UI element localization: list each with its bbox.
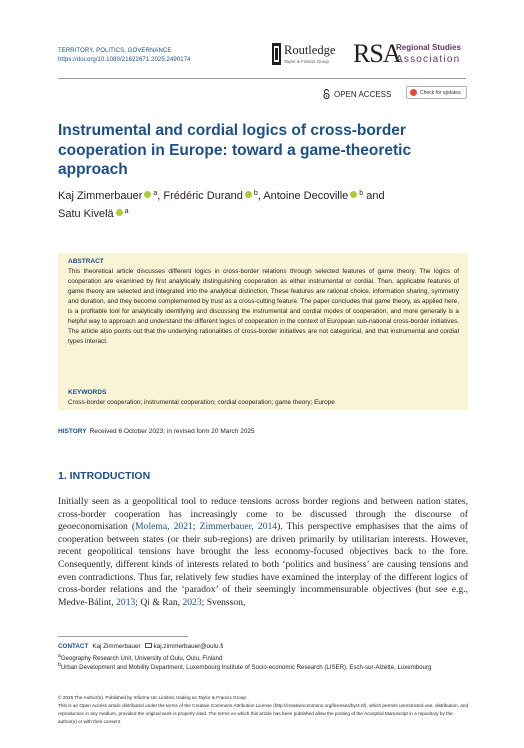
mail-icon <box>145 643 152 648</box>
contact-email[interactable]: kaj.zimmerbauer@oulu.fi <box>153 643 224 650</box>
license-text: This is an Open Access article distributed under the terms of the Creative Commons Attribution License (http://creativecommons.org/licenses/by/4.0/), which permits unrestricted use, distribution, and reproduction in any medium, provided the original work is properly cited. The terms on which this article has been published allow the posting of the Accepted Manuscript in a repository by the author(s) or with their consent. <box>58 703 469 724</box>
citation-link[interactable]: 2013 <box>116 596 136 608</box>
author-affiliation-mark: a <box>153 190 158 197</box>
keywords-text: Cross-border cooperation; instrumental cooperation; cordial cooperation; game theory; Europe <box>68 399 335 406</box>
history-label: HISTORY <box>58 428 87 435</box>
abstract-box <box>58 253 468 410</box>
routledge-logo <box>272 42 342 68</box>
author-affiliation-mark: a <box>124 208 129 215</box>
author-list <box>58 186 468 222</box>
citation-link[interactable]: Molema, 2021 <box>135 521 193 533</box>
abstract-heading: ABSTRACT <box>68 258 104 265</box>
author-name[interactable]: Satu Kivelä <box>58 208 114 220</box>
open-access-badge <box>323 89 391 99</box>
orcid-icon[interactable] <box>144 191 151 198</box>
author-separator: , <box>157 190 164 202</box>
open-lock-icon <box>323 89 330 99</box>
check-for-updates-button[interactable] <box>406 86 467 99</box>
check-updates-label: Check for updates <box>420 89 461 96</box>
orcid-icon[interactable] <box>116 209 123 216</box>
history-text: Received 6 October 2023; in revised form 20 March 2025 <box>89 428 255 435</box>
citation-link[interactable]: 2023 <box>182 596 202 608</box>
publisher-subtitle: Taylor & Francis Group <box>284 59 329 64</box>
body-text-run: ; Svensson, <box>201 596 246 608</box>
author-affiliation-mark: b <box>359 190 364 197</box>
journal-name: TERRITORY, POLITICS, GOVERNANCE <box>58 48 172 54</box>
section-heading: 1. INTRODUCTION <box>58 470 151 482</box>
author-name[interactable]: Antoine Decoville <box>263 190 349 202</box>
copyright-text: © 2025 The Author(s). Published by Informa UK Limited, trading as Taylor & Francis Group <box>58 695 247 700</box>
rsa-abbr: RSA <box>353 39 401 68</box>
contact-label: CONTACT <box>58 643 89 650</box>
abstract-text: This theoretical article discusses different logics in cross-border relations through selected features of game theory. The logics of cooperation are examined by first analytically distinguishing cooperation as either instrumental or cordial. Then, applicable features of game theory are selected and integrated into the analytical distinction. These features are rational choice, information sharing, symmetry and duration, and they become complemented by trust as a cross-cutting feature. The paper concludes that game theory, as applied here, is a profitable tool for analytically identifying and discussing the instrumental and cordial modes of cooperation, and more generally is a helpful way to approach and understand the different logics of cooperation in the context of European sub-national cross-border initiatives. The article also points out that the underlying rationalities of cross-border initiatives are not categorical, and that instrumental and cordial types interact. <box>68 268 459 345</box>
footnote-divider <box>58 636 188 637</box>
rsa-name-line2: Association <box>396 54 461 65</box>
keywords-heading: KEYWORDS <box>68 389 107 396</box>
author-separator: , <box>257 190 264 202</box>
body-text-run: ). This perspective emphasises that the aims of cooperation between states (or their sub-regions) are driven primarily by utilitarian interests. However, recent geopolitical tensions have brought the less economy-focused objectives back to the fore. Consequently, different kinds of interests related to both ‘politics and business’ are causing tensions and even contradictions. Thus far, relatively few studies have examined the interplay of the different logics of cross-border relations and the ‘paradox’ of their seemingly incommensurable objectives (but see e.g., Medve-Bálint, <box>58 521 468 608</box>
rsa-name-line1: Regional Studies <box>396 43 461 52</box>
author-name[interactable]: Kaj Zimmerbauer <box>58 190 143 202</box>
body-text-run: ; <box>192 521 200 533</box>
body-text-run: Initially seen as a geopolitical tool to reduce tensions across border regions and between nation states, cross-border cooperation has increasingly come to be discussed through the discourse of geoeconomisation ( <box>58 496 468 533</box>
author-separator: and <box>363 190 385 202</box>
publisher-name: Routledge <box>284 43 336 57</box>
header-divider <box>58 78 466 79</box>
affiliation-b-text: Urban Development and Mobility Department, Luxembourg Institute of Socio-economic Research (LISER), Esch-sur-Alzette, Luxembourg <box>60 664 432 672</box>
affiliation-a-text: Geography Research Unit, University of Oulu, Oulu, Finland <box>60 655 223 663</box>
affiliation-b: $^b$Urban Development and Mobility Department, Luxembourg Institute of Socio-economic Research (LISER), Esch-sur-Alzette, Luxembourg <box>58 662 432 672</box>
introduction-paragraph <box>58 496 468 609</box>
check-updates-icon <box>410 89 417 96</box>
author-name[interactable]: Frédéric Durand <box>163 190 243 202</box>
contact-name: Kaj Zimmerbauer <box>92 643 141 650</box>
orcid-icon[interactable] <box>245 191 252 198</box>
contact-line <box>58 642 468 652</box>
open-access-label: OPEN ACCESS <box>334 89 392 99</box>
author-affiliation-mark: b <box>253 190 258 197</box>
routledge-mark-icon <box>272 43 281 65</box>
citation-link[interactable]: Zimmerbauer, 2014 <box>199 521 278 533</box>
orcid-icon[interactable] <box>350 191 357 198</box>
article-history <box>58 428 255 435</box>
rsa-logo <box>353 40 473 70</box>
body-text-run: ; Qi & Ran, <box>135 596 183 608</box>
article-title: Instrumental and cordial logics of cross-border cooperation in Europe: toward a game-theoretic approach <box>58 122 412 178</box>
legal-notice <box>58 694 470 726</box>
doi-link[interactable]: https://doi.org/10.1080/21622671.2025.2490174 <box>58 57 191 63</box>
affiliation-a: $^a$Geography Research Unit, University of Oulu, Oulu, Finland <box>58 653 223 663</box>
journal-header <box>58 47 191 65</box>
